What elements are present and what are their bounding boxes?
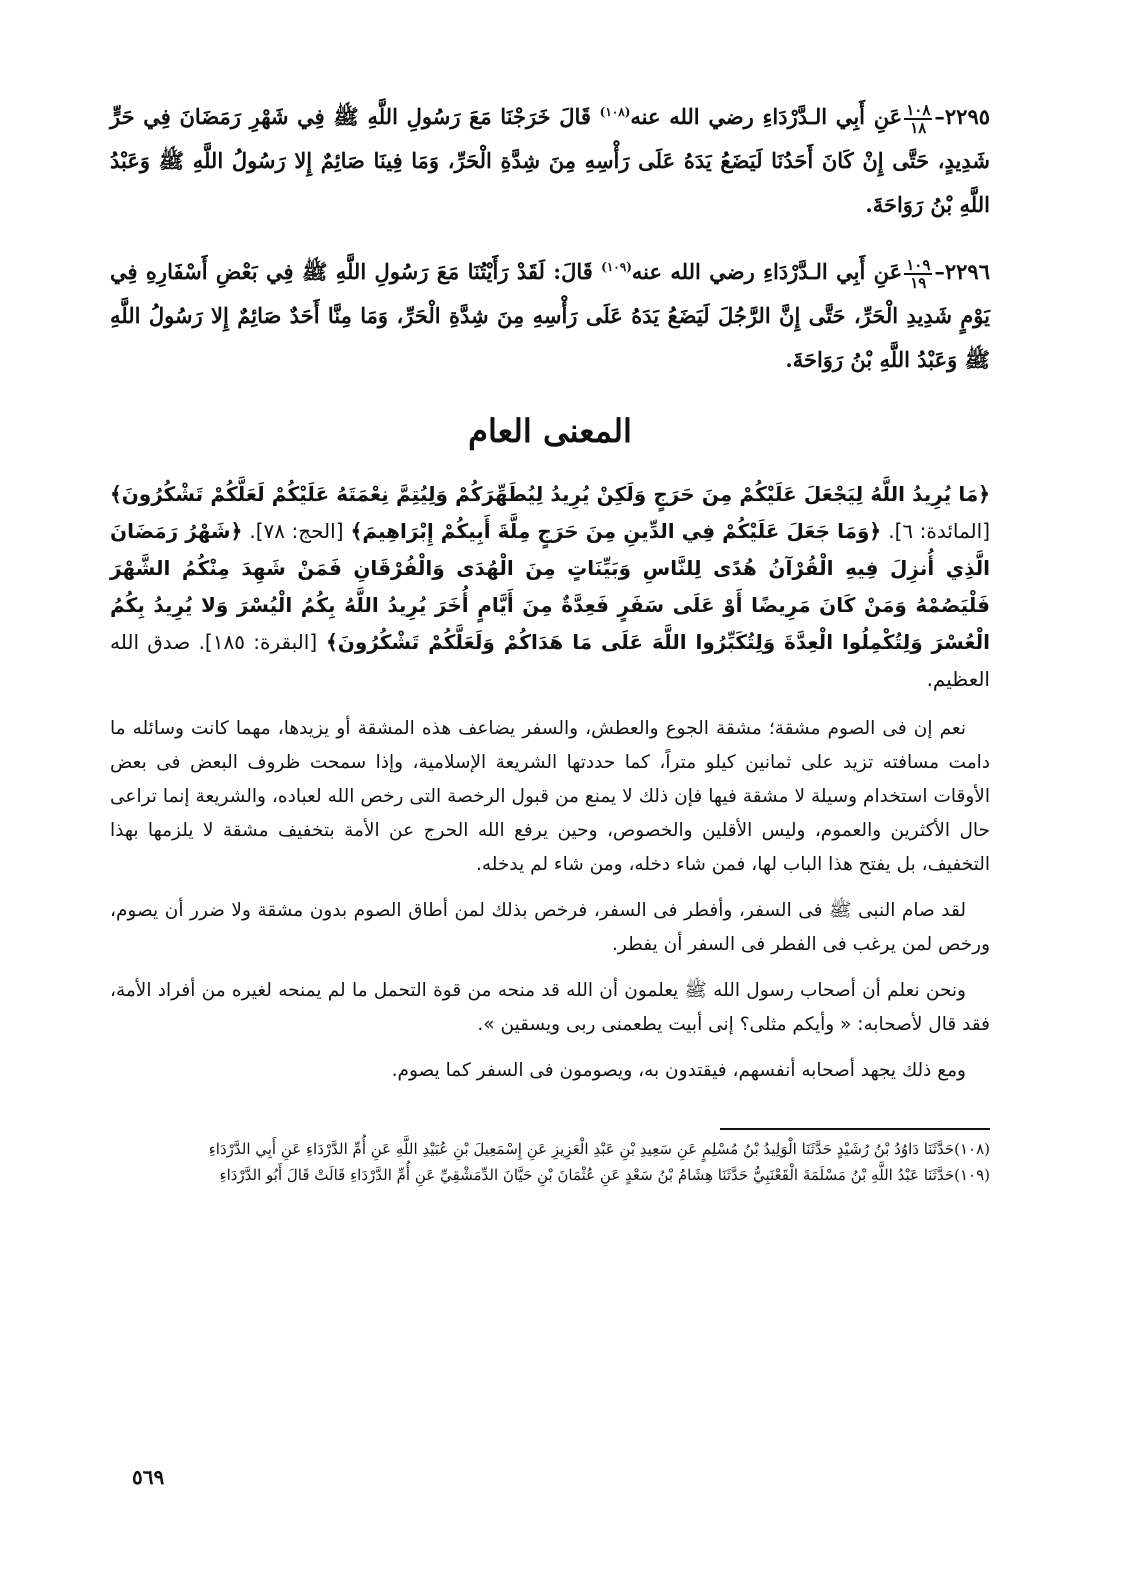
quran-citation: [البقرة: ١٨٥]. صدق الله العظيم. xyxy=(110,630,990,691)
hadith-fraction: $\frac{١٠٩}{١٩}$ xyxy=(906,255,931,292)
hadith-fraction: $\frac{١٠٨}{١٨}$ xyxy=(906,100,931,137)
hadith-number: ٢٢٩٥ xyxy=(944,104,991,129)
footnote-ref[interactable]: (١٠٨) xyxy=(599,105,631,119)
hadith-intro: عَنِ أَبِي الـدَّرْدَاءِ رضي الله عنه xyxy=(630,104,903,129)
section-title: المعنى العام xyxy=(468,412,632,450)
page-number: ٥٦٩ xyxy=(132,1465,165,1489)
hadith-2296: ٢٢٩٦– $\frac{١٠٩}{١٩}$ عَنِ أَبِي الـدَّرْدَاءِ رضي الله عنه$^{(١٠٩)}$ قَالَ: لَقَدْ رَأَيْتُنَا مَعَ رَسُولِ اللَّهِ ﷺ فِي بَعْضِ أَسْفَارِهِ فِي يَوْمٍ شَدِيدِ الْحَرِّ، حَتَّى إِنَّ الرَّجُلَ لَيَضَعُ يَدَهُ عَلَى رَأْسِهِ مِنَ شِدَّةِ الْحَرِّ، وَمَا مِنَّا أَحَدٌ صَائِمٌ إِلا رَسُولُ اللَّهِ ﷺ وَعَبْدُ اللَّهِ بْنُ رَوَاحَةَ. xyxy=(110,255,990,372)
body-paragraph: نعم إن فى الصوم مشقة؛ مشقة الجوع والعطش، والسفر يضاعف هذه المشقة أو يزيدها، مهما كانت وسائله ما دامت مسافته تزيد على ثمانين كيلو متراً، كما حددتها الشريعة الإسلامية، وإذا سمحت ظروف البعض فى بعض الأوقات استخدام وسيلة لا مشقة فيها فإن ذلك لا يمنع من قبول الرخصة التى رخص الله لعباده، والشريعة إنما تراعى حال الأكثرين والعموم، وليس الأقلين والخصوص، وحين يرفع الله الحرج عن الأمة بتخفيف مشقة لا يلزمها بهذا التخفيف، بل يفتح هذا الباب لها، فمن شاء دخله، ومن شاء لم يدخله. xyxy=(110,718,990,875)
footnote-108: (١٠٨)حَدَّثَنَا دَاوُدُ بْنُ رُشَيْدٍ حَدَّثَنَا الْوَلِيدُ بْنُ مُسْلِمٍ عَنِ سَعِيدِ بْنِ عَبْدِ الْعَزِيزِ عَنِ إِسْمَعِيلَ بْنِ عُبَيْدِ اللَّهِ عَنِ أُمِّ الدَّرْدَاءِ عَنِ أَبِي الدَّرْدَاءِ xyxy=(208,1140,990,1158)
footnote-ref[interactable]: (١٠٩) xyxy=(601,260,632,274)
quran-citation: [المائدة: ٦]. xyxy=(888,519,991,543)
hadith-intro: عَنِ أَبِي الـدَّرْدَاءِ رضي الله عنه xyxy=(631,259,903,284)
quran-verse: ﴿وَمَا جَعَلَ عَلَيْكُمْ فِي الدِّينِ مِنَ حَرَجٍ مِلَّةَ أَبِيكُمْ إِبْرَاهِيمَ﴾ xyxy=(350,519,882,543)
hadith-text: قَالَ خَرَجْنَا مَعَ رَسُولِ اللَّهِ ﷺ فِي شَهْرِ رَمَضَانَ فِي حَرٍّ شَدِيدٍ، حَتَّى إِنْ كَانَ أَحَدُنَا لَيَضَعُ يَدَهُ عَلَى رَأْسِهِ مِنَ شِدَّةِ الْحَرِّ، وَمَا فِينَا صَائِمٌ إِلا رَسُولُ اللَّهِ ﷺ وَعَبْدُ اللَّهِ بْنُ رَوَاحَةَ. xyxy=(110,104,990,217)
quran-verses xyxy=(110,476,990,698)
footnote-divider xyxy=(720,1128,990,1130)
body-paragraph: ونحن نعلم أن أصحاب رسول الله ﷺ يعلمون أن الله قد منحه من قوة التحمل ما لم يمنحه لغيره من أفراد الأمة، فقد قال لأصحابه: « وأيكم مثلى؟ إنى أبيت يطعمنى ربى ويسقين ». xyxy=(110,980,990,1035)
footnote-109: (١٠٩)حَدَّثَنَا عَبْدُ اللَّهِ بْنُ مَسْلَمَةَ الْقَعْنَبِيُّ حَدَّثَنَا هِشَامُ بْنُ سَعْدٍ عَنِ عُثْمَانَ بْنِ حَيَّانَ الدِّمَشْقِيِّ عَنِ أُمِّ الدَّرْدَاءِ قَالَتْ قَالَ أَبُو الدَّرْدَاءِ xyxy=(219,1166,990,1184)
quran-verse: ﴿مَا يُرِيدُ اللَّهُ لِيَجْعَلَ عَلَيْكُمْ مِنَ حَرَجٍ وَلَكِنْ يُرِيدُ لِيُطَهِّرَكُمْ وَلِيُتِمَّ نِعْمَتَهُ عَلَيْكُمْ لَعَلَّكُمْ تَشْكُرُونَ﴾ xyxy=(110,482,990,506)
hadith-number: ٢٢٩٦ xyxy=(944,259,990,284)
quran-verse: ﴿شَهْرُ رَمَضَانَ الَّذِي أُنزِلَ فِيهِ الْقُرْآنُ هُدًى لِلنَّاسِ وَبَيِّنَاتٍ مِنَ الْهُدَى وَالْفُرْقَانِ فَمَنْ شَهِدَ مِنْكُمُ الشَّهْرَ فَلْيَصُمْهُ وَمَنْ كَانَ مَرِيضًا أَوْ عَلَى سَفَرٍ فَعِدَّةٌ مِنَ أَيَّامٍ أُخَرَ يُرِيدُ اللَّهُ بِكُمُ الْيُسْرَ وَلا يُرِيدُ بِكُمُ الْعُسْرَ وَلِتُكْمِلُوا الْعِدَّةَ وَلِتُكَبِّرُوا اللَّهَ عَلَى مَا هَدَاكُمْ وَلَعَلَّكُمْ تَشْكُرُونَ﴾ xyxy=(110,519,990,654)
hadith-2295: ٢٢٩٥– $\frac{١٠٨}{١٨}$ عَنِ أَبِي الـدَّرْدَاءِ رضي الله عنه$^{(١٠٨)}$ قَالَ خَرَجْنَا مَعَ رَسُولِ اللَّهِ ﷺ فِي شَهْرِ رَمَضَانَ فِي حَرٍّ شَدِيدٍ، حَتَّى إِنْ كَانَ أَحَدُنَا لَيَضَعُ يَدَهُ عَلَى رَأْسِهِ مِنَ شِدَّةِ الْحَرِّ، وَمَا فِينَا صَائِمٌ إِلا رَسُولُ اللَّهِ ﷺ وَعَبْدُ اللَّهِ بْنُ رَوَاحَةَ. xyxy=(110,100,991,217)
body-paragraph: ومع ذلك يجهد أصحابه أنفسهم، فيقتدون به، ويصومون فى السفر كما يصوم. xyxy=(391,1060,966,1081)
quran-citation: [الحج: ٧٨]. xyxy=(249,519,344,543)
hadith-text: قَالَ: لَقَدْ رَأَيْتُنَا مَعَ رَسُولِ اللَّهِ ﷺ فِي بَعْضِ أَسْفَارِهِ فِي يَوْمٍ شَدِيدِ الْحَرِّ، حَتَّى إِنَّ الرَّجُلَ لَيَضَعُ يَدَهُ عَلَى رَأْسِهِ مِنَ شِدَّةِ الْحَرِّ، وَمَا مِنَّا أَحَدٌ صَائِمٌ إِلا رَسُولُ اللَّهِ ﷺ وَعَبْدُ اللَّهِ بْنُ رَوَاحَةَ. xyxy=(110,259,990,372)
book-page xyxy=(110,90,990,1188)
body-paragraph: لقد صام النبى ﷺ فى السفر، وأفطر فى السفر، فرخص بذلك لمن أطاق الصوم بدون مشقة ولا ضرر أن يصوم، ورخص لمن يرغب فى الفطر فى السفر أن يفطر. xyxy=(110,900,990,955)
